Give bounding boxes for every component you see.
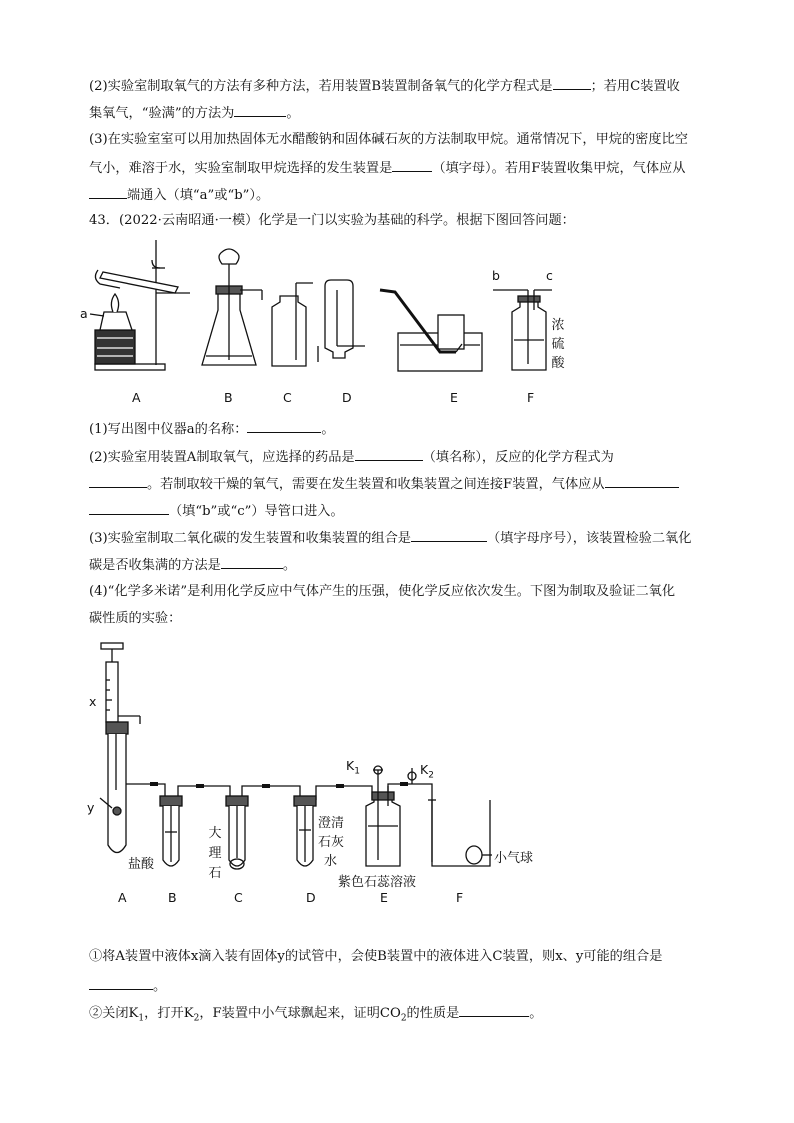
answer-blank[interactable] [89, 976, 153, 990]
q43-part-1: (1)写出图中仪器a的名称： 。 [89, 419, 335, 439]
q43-part-2-line-1: (2)实验室用装置A制取氧气，应选择的药品是 （填名称），反应的化学方程式为 [89, 447, 614, 467]
f-reagent-1: 浓 [551, 318, 565, 333]
q43-part-2-line-2: 。若制取较干燥的氧气，需要在发生装置和收集装置之间连接F装置，气体应从 [89, 474, 679, 494]
apparatus-label-d: D [342, 390, 352, 405]
f-reagent-3: 酸 [551, 356, 565, 371]
apparatus-label-c: C [283, 390, 292, 405]
device-label-d: D [306, 890, 316, 905]
q-prev-line-4: 气小，难溶于水，实验室制取甲烷选择的发生装置是 （填字母）。若用F装置收集甲烷，气体应从 [89, 158, 685, 178]
answer-blank[interactable] [459, 1003, 529, 1017]
device-label-b: B [168, 890, 177, 905]
device-b-drawing [160, 796, 182, 866]
label-hcl: 盐酸 [128, 857, 155, 872]
label-marble-1: 大 [208, 826, 222, 841]
label-x: x [89, 694, 97, 709]
device-c-drawing [226, 796, 248, 869]
label-marble-2: 理 [208, 846, 222, 861]
label-limewater-1: 澄清 [318, 816, 345, 831]
q-prev-line-3: (3)在实验室室可以用加热固体无水醋酸钠和固体碱石灰的方法制取甲烷。通常情况下，甲烷的密度比空 [89, 132, 688, 147]
label-limewater-3: 水 [324, 854, 338, 869]
apparatus-label-f: F [527, 390, 535, 405]
device-label-e: E [380, 890, 388, 905]
q43-part-2-line-3: （填“b”或“c”）导管口进入。 [89, 501, 344, 521]
device-e-drawing [366, 766, 416, 866]
f-reagent-2: 硫 [551, 337, 565, 352]
q43-header: 43．(2022·云南昭通·一模）化学是一门以实验为基础的科学。根据下图回答问题： [89, 213, 575, 228]
device-label-c: C [234, 890, 243, 905]
q-prev-line-1: (2)实验室制取氧气的方法有多种方法，若用装置B装置制备氧气的化学方程式是 ；若用C装置收 [89, 76, 680, 96]
label-k2: $K_2$ [420, 762, 434, 781]
q43-part-4-line-1: (4)“化学多米诺”是利用化学反应中气体产生的压强，使化学反应依次发生。下图为制取及验证二氧化 [89, 584, 676, 599]
q-prev-line-2: 集氧气，“验满”的方法为 。 [89, 103, 300, 123]
device-f-drawing [428, 800, 492, 866]
device-d-drawing [294, 796, 316, 866]
apparatus-label-b: B [224, 390, 233, 405]
label-k1: $K_1$ [346, 758, 360, 777]
q43-sub-2: ②关闭$K_1$，打开$K_2$，F装置中小气球飘起来，证明$CO_2$的性质是 。 [89, 1003, 542, 1028]
label-b-tube: b [492, 268, 500, 283]
q-prev-line-5: 端通入（填“a”或“b”）。 [89, 185, 269, 205]
label-c-tube: c [546, 268, 553, 283]
label-a-pointer: a [80, 306, 88, 321]
label-limewater-2: 石灰 [318, 835, 345, 850]
label-marble-3: 石 [208, 866, 222, 881]
q43-sub-1-line-1: ①将A装置中液体x滴入装有固体y的试管中，会使B装置中的液体进入C装置，则x、y可能的组合是 [89, 949, 663, 964]
q43-part-3-line-2: 碳是否收集满的方法是 。 [89, 555, 296, 575]
q43-part-4-line-2: 碳性质的实验： [89, 611, 182, 626]
label-litmus: 紫色石蕊溶液 [338, 875, 417, 890]
apparatus-label-e: E [450, 390, 458, 405]
apparatus-label-a: A [132, 390, 141, 405]
label-y: y [87, 800, 95, 815]
q43-sub-1-line-2: 。 [89, 976, 166, 996]
device-a-drawing [100, 643, 140, 853]
device-label-f: F [456, 890, 464, 905]
device-label-a: A [118, 890, 127, 905]
label-balloon: 小气球 [494, 851, 534, 866]
q43-part-3-line-1: (3)实验室制取二氧化碳的发生装置和收集装置的组合是 （填字母序号），该装置检验二氧化 [89, 528, 691, 548]
